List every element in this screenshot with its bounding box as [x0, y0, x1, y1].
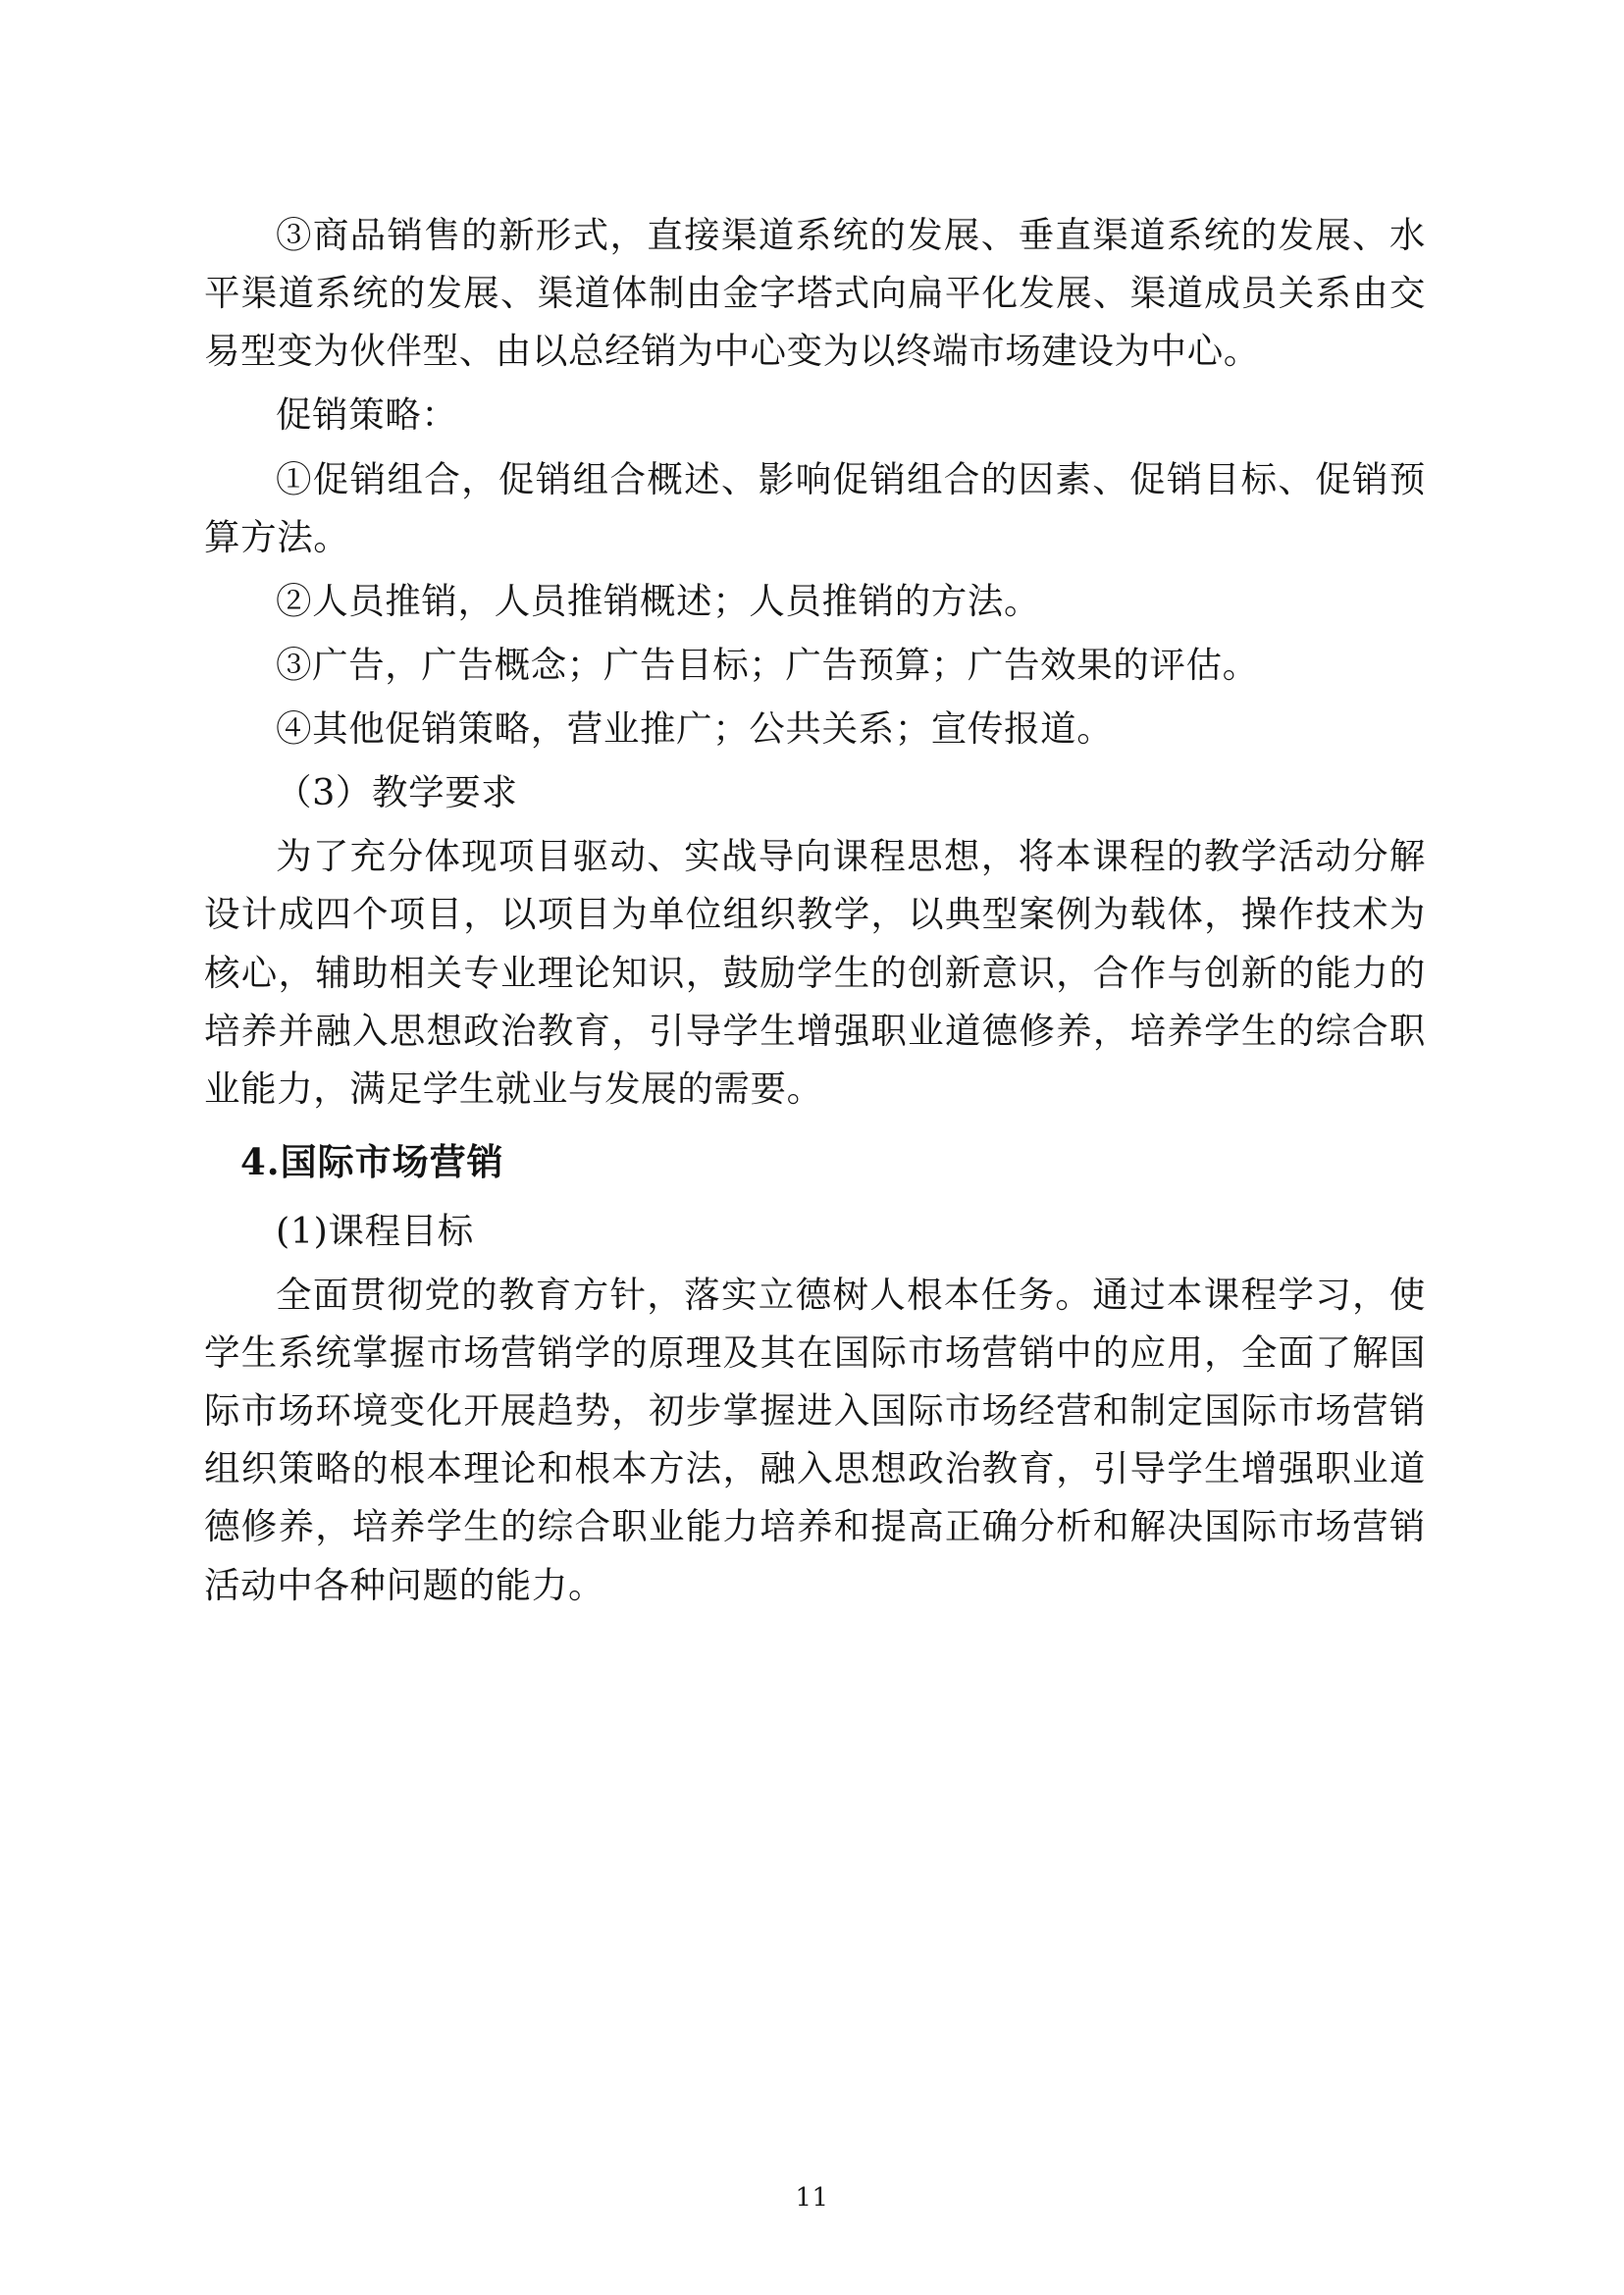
paragraph-channel-new-forms: ③商品销售的新形式，直接渠道系统的发展、垂直渠道系统的发展、水平渠道系统的发展、渠道体制由金字塔式向扁平化发展、渠道成员关系由交易型变为伙伴型、由以总经销为中心变为以终端市场建设为中心。 [204, 214, 1426, 373]
page-number: 11 [795, 2183, 829, 2213]
paragraph-teaching-requirements-label: （3）教学要求 [276, 771, 518, 814]
paragraph-teaching-requirements-body: 为了充分体现项目驱动、实战导向课程思想，将本课程的教学活动分解设计成四个项目，以项目为单位组织教学，以典型案例为载体，操作技术为核心，辅助相关专业理论知识，鼓励学生的创新意识，合作与创新的能力的培养并融入思想政治教育，引导学生增强职业道德修养，培养学生的综合职业能力，满足学生就业与发展的需要。 [204, 835, 1426, 1110]
paragraph-course-objective-body: 全面贯彻党的教育方针，落实立德树人根本任务。通过本课程学习，使学生系统掌握市场营销学的原理及其在国际市场营销中的应用，全面了解国际市场环境变化开展趋势，初步掌握进入国际市场经营和制定国际市场营销组织策略的根本理论和根本方法，融入思想政治教育，引导学生增强职业道德修养，培养学生的综合职业能力培养和提高正确分析和解决国际市场营销活动中各种问题的能力。 [204, 1273, 1426, 1606]
paragraph-promotion-mix: ①促销组合，促销组合概述、影响促销组合的因素、促销目标、促销预算方法。 [204, 457, 1426, 558]
paragraph-course-objective-label: (1)课程目标 [276, 1209, 474, 1252]
paragraph-personal-selling: ②人员推销，人员推销概述；人员推销的方法。 [276, 579, 1041, 622]
paragraph-advertising: ③广告，广告概念；广告目标；广告预算；广告效果的评估。 [276, 643, 1259, 686]
paragraph-promotion-strategy-title: 促销策略： [276, 393, 458, 437]
page-body-text [204, 206, 1426, 1614]
paragraph-other-promotion: ④其他促销策略，营业推广；公共关系；宣传报道。 [276, 707, 1114, 750]
section-heading-international-marketing: 4.国际市场营销 [240, 1139, 504, 1183]
